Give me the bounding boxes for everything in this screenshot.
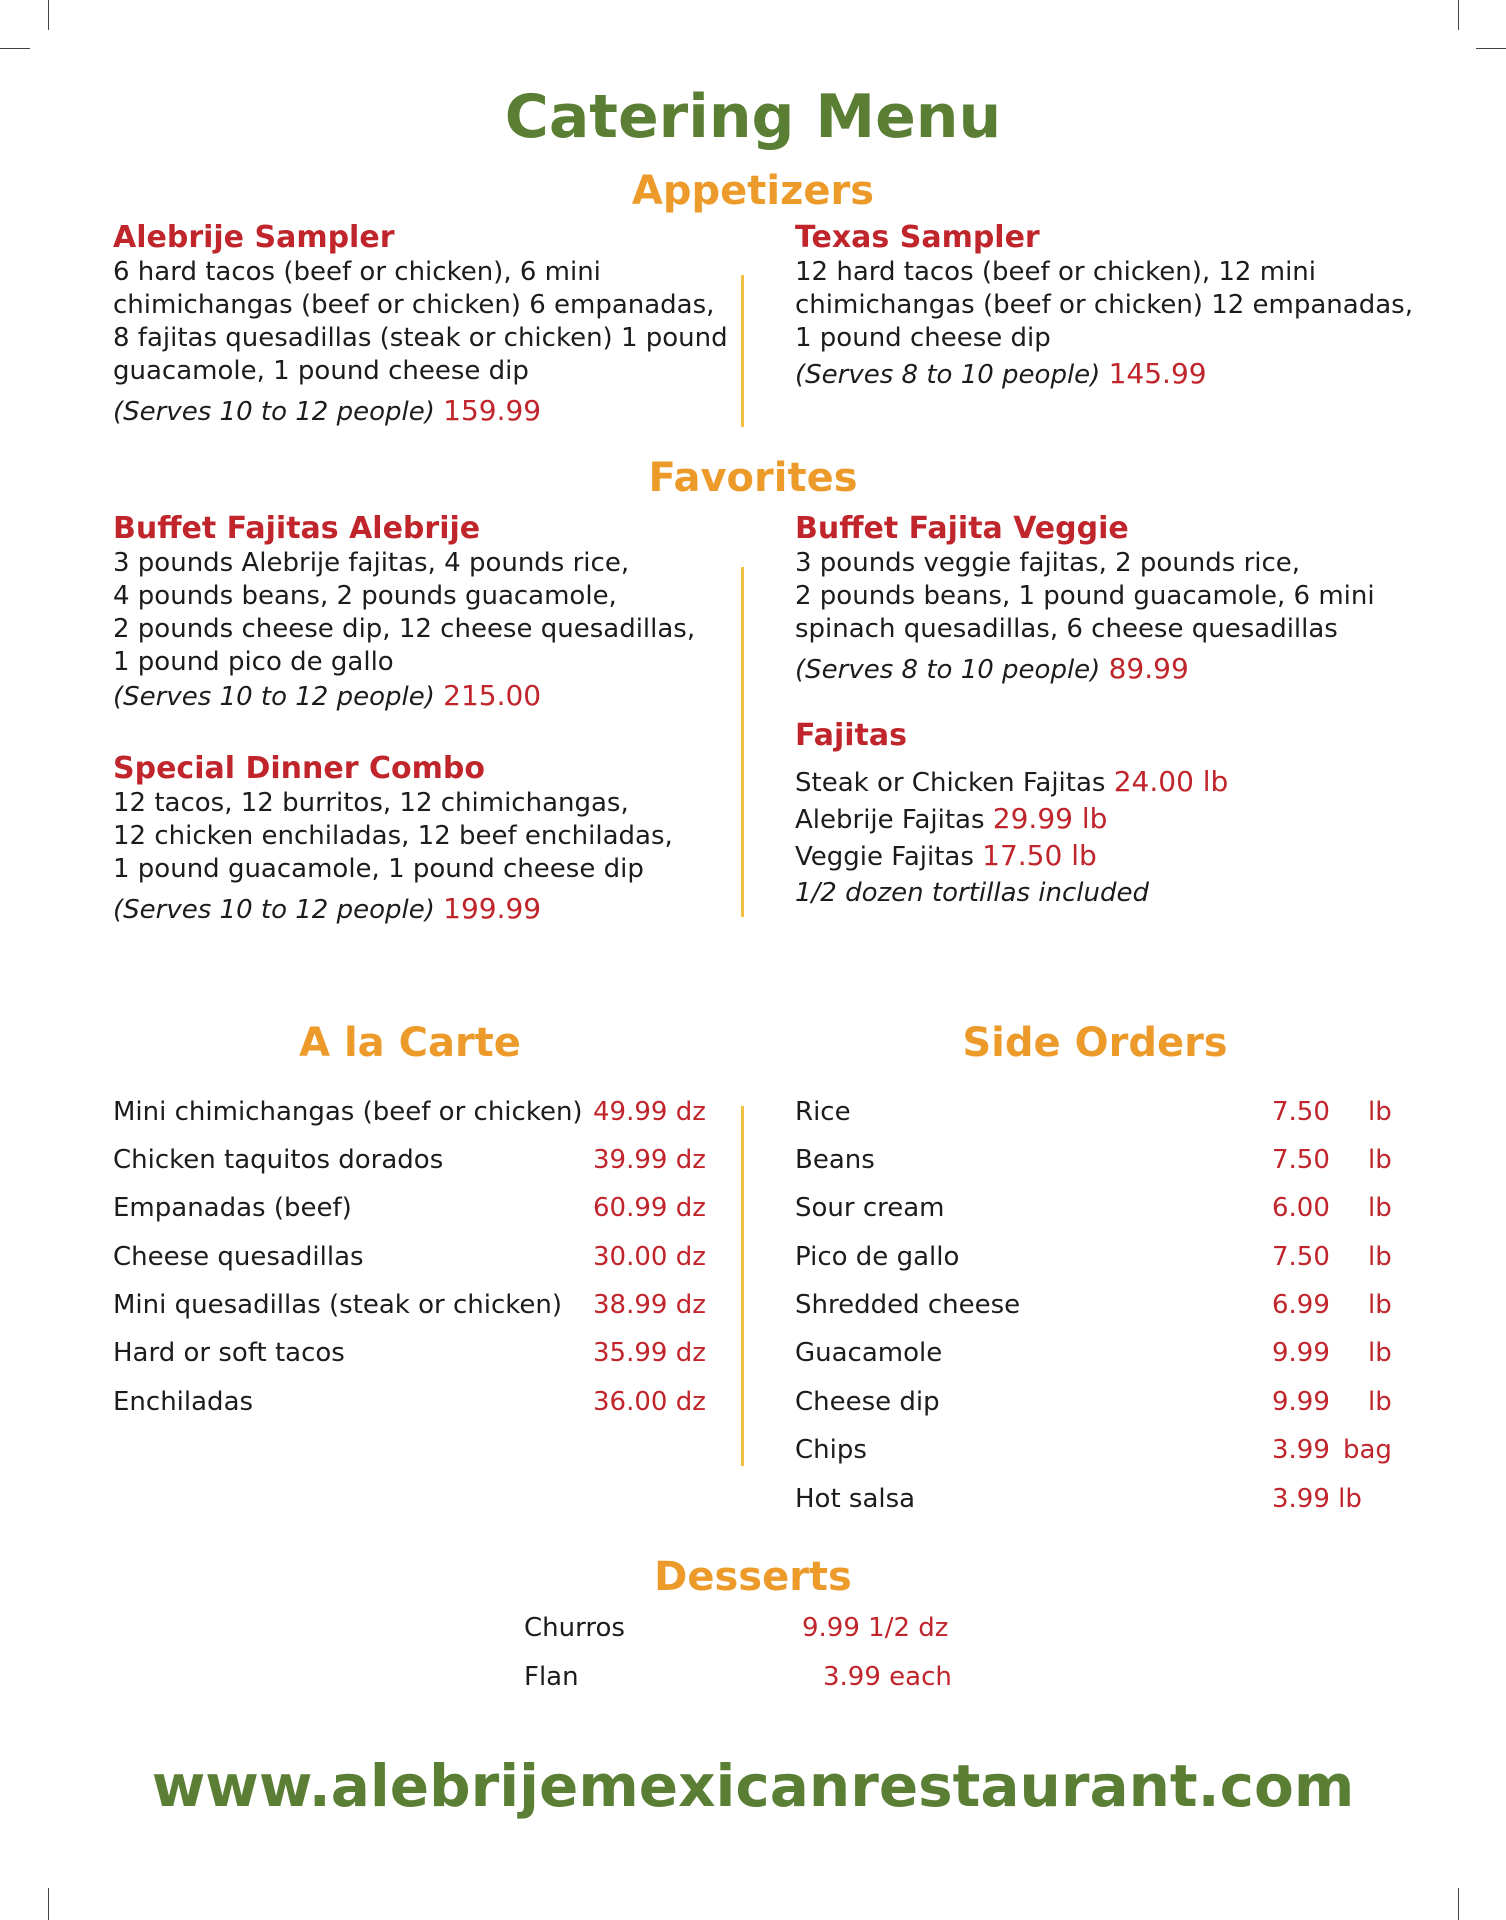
list-item-label: Guacamole (795, 1338, 943, 1368)
list-item-unit: lb (1368, 1097, 1392, 1127)
list-item-price: 9.99 1/2 dz (802, 1613, 949, 1643)
buffet-fajitas-alebrije (113, 511, 733, 714)
list-item-label: Mini chimichangas (beef or chicken) (113, 1097, 583, 1127)
list-item-price: 9.99 (1272, 1387, 1330, 1417)
appetizers-heading: Appetizers (631, 168, 875, 214)
list-item-unit: lb (1368, 1193, 1392, 1223)
list-item-label: Chips (795, 1435, 867, 1465)
list-item-label: Hard or soft tacos (113, 1338, 345, 1368)
desc-line: chimichangas (beef or chicken) 6 empanadas, (113, 290, 715, 320)
menu-title: Catering Menu (504, 82, 1002, 152)
item-title: Buffet Fajita Veggie (795, 511, 1129, 546)
list-item-price: 9.99 (1272, 1338, 1330, 1368)
fajita-item (795, 838, 1435, 875)
item-title: Buffet Fajitas Alebrije (113, 511, 481, 546)
list-item-unit: lb (1368, 1290, 1392, 1320)
list-item-label: Beans (795, 1145, 875, 1175)
list-item-label: Chicken taquitos dorados (113, 1145, 444, 1175)
list-item-price: 30.00 dz (593, 1242, 706, 1272)
list-item-price: 36.00 dz (593, 1387, 706, 1417)
list-item-price: 6.99 (1272, 1290, 1330, 1320)
serves-text: (Serves 10 to 12 people) (113, 397, 435, 427)
serves-line (795, 357, 1435, 392)
item-description (795, 256, 1435, 355)
website-url: www.alebrijemexicanrestaurant.com (151, 1752, 1355, 1820)
item-description (113, 256, 733, 388)
fajita-label: Alebrije Fajitas (795, 805, 985, 835)
fajita-price: 29.99 lb (992, 802, 1108, 835)
fajitas-list (795, 764, 1435, 911)
side-orders-heading: Side Orders (962, 1020, 1228, 1066)
crop-mark (48, 0, 49, 30)
item-description (113, 787, 733, 886)
list-item-label: Flan (524, 1662, 579, 1692)
list-item-label: Cheese quesadillas (113, 1242, 364, 1272)
list-item-label: Pico de gallo (795, 1242, 960, 1272)
list-item-price: 38.99 dz (593, 1290, 706, 1320)
crop-mark (1458, 1888, 1459, 1920)
list-item-price: 7.50 (1272, 1097, 1330, 1127)
fajita-note: 1/2 dozen tortillas included (795, 878, 1150, 908)
item-title: Alebrije Sampler (113, 220, 395, 255)
desc-line: 2 pounds cheese dip, 12 cheese quesadillas, (113, 614, 696, 644)
item-title: Texas Sampler (795, 220, 1040, 255)
fajita-item (795, 801, 1435, 838)
desc-line: 12 chicken enchiladas, 12 beef enchiladas, (113, 821, 673, 851)
fajita-price: 17.50 lb (982, 839, 1097, 872)
item-price: 89.99 (1108, 652, 1189, 685)
list-item-price: 49.99 dz (593, 1097, 706, 1127)
list-item-label: Churros (524, 1613, 625, 1643)
item-description (113, 547, 733, 679)
item-title: Special Dinner Combo (113, 751, 485, 786)
list-item-unit: lb (1368, 1145, 1392, 1175)
list-item-price: 39.99 dz (593, 1145, 706, 1175)
buffet-fajita-veggie (795, 511, 1435, 687)
serves-line (795, 652, 1435, 687)
list-item-unit: lb (1368, 1242, 1392, 1272)
desc-line: 1 pound cheese dip (795, 323, 1051, 353)
desc-line: 12 hard tacos (beef or chicken), 12 mini (795, 257, 1316, 287)
desc-line: 6 hard tacos (beef or chicken), 6 mini (113, 257, 601, 287)
desc-line: 1 pound guacamole, 1 pound cheese dip (113, 854, 644, 884)
list-item-label: Hot salsa (795, 1484, 916, 1514)
desc-line: chimichangas (beef or chicken) 12 empanadas, (795, 290, 1413, 320)
list-item-price: 3.99 (1272, 1435, 1330, 1465)
serves-text: (Serves 8 to 10 people) (795, 655, 1101, 685)
desc-line: 12 tacos, 12 burritos, 12 chimichangas, (113, 788, 629, 818)
desc-line: guacamole, 1 pound cheese dip (113, 356, 529, 386)
serves-text: (Serves 10 to 12 people) (113, 895, 435, 925)
crop-mark (1476, 48, 1506, 49)
item-title: Fajitas (795, 718, 907, 753)
desc-line: 3 pounds Alebrije fajitas, 4 pounds rice, (113, 548, 630, 578)
item-price: 199.99 (443, 892, 542, 925)
list-item-label: Sour cream (795, 1193, 945, 1223)
list-item-label: Cheese dip (795, 1387, 940, 1417)
item-price: 159.99 (443, 394, 542, 427)
desc-line: 1 pound pico de gallo (113, 647, 394, 677)
list-item-price: 3.99 lb (1272, 1484, 1362, 1514)
favorites-heading: Favorites (648, 455, 858, 501)
crop-mark (1458, 0, 1459, 30)
serves-line (113, 892, 733, 927)
fajitas-block (795, 718, 1435, 911)
list-item-price: 7.50 (1272, 1145, 1330, 1175)
desc-line: 3 pounds veggie fajitas, 2 pounds rice, (795, 548, 1301, 578)
alebrije-sampler (113, 220, 733, 429)
crop-mark (0, 48, 30, 49)
desc-line: spinach quesadillas, 6 cheese quesadillas (795, 614, 1338, 644)
serves-text: (Serves 10 to 12 people) (113, 682, 435, 712)
list-item-price: 35.99 dz (593, 1338, 706, 1368)
list-item-price: 7.50 (1272, 1242, 1330, 1272)
list-item-label: Enchiladas (113, 1387, 254, 1417)
serves-text: (Serves 8 to 10 people) (795, 360, 1101, 390)
list-item-price: 60.99 dz (593, 1193, 706, 1223)
list-item-label: Shredded cheese (795, 1290, 1021, 1320)
fajita-price: 24.00 lb (1113, 765, 1229, 798)
serves-line (113, 679, 733, 714)
list-item-unit: bag (1343, 1435, 1392, 1465)
list-item-unit: lb (1368, 1387, 1392, 1417)
item-price: 215.00 (443, 679, 542, 712)
crop-mark (48, 1888, 49, 1920)
serves-line (113, 394, 733, 429)
item-description (795, 547, 1435, 646)
list-item-price: 3.99 each (823, 1662, 952, 1692)
texas-sampler (795, 220, 1435, 392)
item-price: 145.99 (1108, 357, 1207, 390)
column-divider (741, 1106, 744, 1466)
column-divider (741, 567, 744, 917)
a-la-carte-heading: A la Carte (299, 1020, 521, 1066)
fajita-label: Veggie Fajitas (795, 842, 974, 872)
column-divider (741, 275, 744, 427)
list-item-label: Empanadas (beef) (113, 1193, 352, 1223)
list-item-label: Mini quesadillas (steak or chicken) (113, 1290, 563, 1320)
desc-line: 8 fajitas quesadillas (steak or chicken) 1 pound (113, 323, 728, 353)
desc-line: 4 pounds beans, 2 pounds guacamole, (113, 581, 617, 611)
fajita-label: Steak or Chicken Fajitas (795, 768, 1106, 798)
desc-line: 2 pounds beans, 1 pound guacamole, 6 mini (795, 581, 1375, 611)
list-item-price: 6.00 (1272, 1193, 1330, 1223)
fajita-item (795, 764, 1435, 801)
special-dinner-combo (113, 751, 733, 927)
list-item-unit: lb (1368, 1338, 1392, 1368)
desserts-heading: Desserts (654, 1554, 852, 1600)
list-item-label: Rice (795, 1097, 851, 1127)
